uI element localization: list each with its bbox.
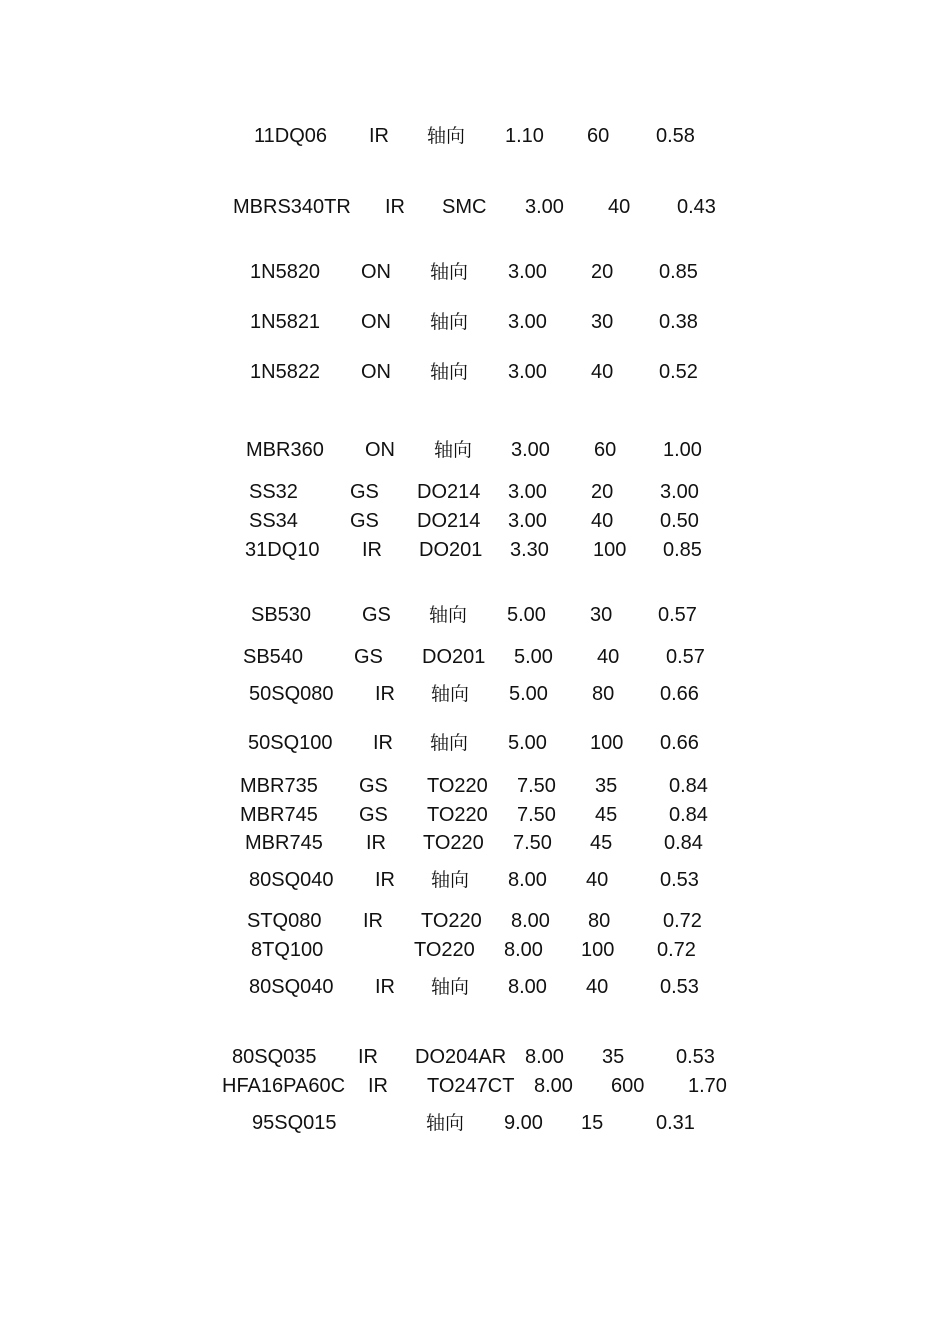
voltage: 80 (592, 683, 615, 705)
current: 3.00 (508, 481, 547, 503)
manufacturer: GS (350, 510, 379, 532)
table-row (0, 479, 950, 505)
table-row (0, 802, 950, 828)
voltage: 20 (591, 481, 614, 503)
current: 7.50 (517, 775, 556, 797)
current: 8.00 (534, 1075, 573, 1097)
package: 轴向 (427, 125, 466, 147)
part-number: MBR745 (240, 804, 318, 826)
forward-voltage: 0.57 (666, 646, 705, 668)
voltage: 20 (591, 261, 614, 283)
forward-voltage: 0.50 (660, 510, 699, 532)
voltage: 40 (597, 646, 620, 668)
current: 1.10 (505, 125, 544, 147)
manufacturer: IR (363, 910, 383, 932)
package: DO214 (417, 481, 481, 503)
manufacturer: ON (365, 439, 395, 461)
current: 8.00 (511, 910, 550, 932)
part-number: 80SQ040 (249, 869, 334, 891)
manufacturer: IR (369, 125, 389, 147)
package: 轴向 (429, 604, 468, 626)
manufacturer: IR (385, 196, 405, 218)
table-row (0, 602, 950, 628)
manufacturer: IR (373, 732, 393, 754)
table-row (0, 867, 950, 893)
part-number: 50SQ080 (249, 683, 334, 705)
voltage: 100 (581, 939, 615, 961)
voltage: 40 (591, 361, 614, 383)
manufacturer: ON (361, 311, 391, 333)
manufacturer: GS (359, 804, 388, 826)
part-number: SS32 (249, 481, 298, 503)
current: 8.00 (504, 939, 543, 961)
voltage: 45 (595, 804, 618, 826)
package: 轴向 (426, 1112, 465, 1134)
manufacturer: IR (366, 832, 386, 854)
current: 3.00 (508, 361, 547, 383)
table-row (0, 1110, 950, 1136)
table-row (0, 1044, 950, 1070)
forward-voltage: 0.43 (677, 196, 716, 218)
current: 5.00 (514, 646, 553, 668)
forward-voltage: 0.58 (656, 125, 695, 147)
voltage: 40 (608, 196, 631, 218)
part-number: SB530 (251, 604, 312, 626)
package: 轴向 (430, 261, 469, 283)
manufacturer: ON (361, 361, 391, 383)
voltage: 600 (611, 1075, 645, 1097)
part-number: MBR735 (240, 775, 318, 797)
forward-voltage: 0.53 (660, 976, 699, 998)
forward-voltage: 1.00 (663, 439, 702, 461)
forward-voltage: 0.53 (676, 1046, 715, 1068)
part-number: HFA16PA60C (222, 1075, 346, 1097)
forward-voltage: 0.66 (660, 732, 699, 754)
manufacturer: IR (375, 976, 395, 998)
part-number: 8TQ100 (251, 939, 324, 961)
current: 5.00 (507, 604, 546, 626)
table-row (0, 309, 950, 335)
table-row (0, 974, 950, 1000)
table-row (0, 508, 950, 534)
part-number: STQ080 (247, 910, 322, 932)
manufacturer: ON (361, 261, 391, 283)
package: 轴向 (431, 683, 470, 705)
package: TO220 (427, 775, 488, 797)
package: TO247CT (427, 1075, 515, 1097)
part-number: 1N5822 (250, 361, 321, 383)
package: DO204AR (415, 1046, 507, 1068)
current: 7.50 (517, 804, 556, 826)
part-number: SB540 (243, 646, 304, 668)
forward-voltage: 0.84 (669, 775, 708, 797)
table-row (0, 194, 950, 220)
table-row (0, 437, 950, 463)
current: 5.00 (509, 683, 548, 705)
table-row (0, 644, 950, 670)
table-row (0, 259, 950, 285)
table-row (0, 1073, 950, 1099)
forward-voltage: 0.53 (660, 869, 699, 891)
part-number: 80SQ040 (249, 976, 334, 998)
current: 9.00 (504, 1112, 543, 1134)
forward-voltage: 0.31 (656, 1112, 695, 1134)
package: 轴向 (434, 439, 473, 461)
current: 3.00 (525, 196, 564, 218)
manufacturer: IR (375, 683, 395, 705)
current: 3.30 (510, 539, 549, 561)
part-number: 11DQ06 (254, 125, 328, 147)
forward-voltage: 0.84 (664, 832, 703, 854)
current: 7.50 (513, 832, 552, 854)
forward-voltage: 0.66 (660, 683, 699, 705)
forward-voltage: 0.84 (669, 804, 708, 826)
package: 轴向 (430, 732, 469, 754)
package: DO201 (419, 539, 483, 561)
part-number: MBR745 (245, 832, 323, 854)
forward-voltage: 0.57 (658, 604, 697, 626)
package: 轴向 (431, 976, 470, 998)
current: 3.00 (508, 261, 547, 283)
manufacturer: IR (368, 1075, 388, 1097)
current: 8.00 (508, 976, 547, 998)
part-number: 1N5820 (250, 261, 321, 283)
current: 8.00 (525, 1046, 564, 1068)
table-row (0, 908, 950, 934)
part-number: MBRS340TR (233, 196, 351, 218)
part-number: 95SQ015 (252, 1112, 337, 1134)
table-row (0, 123, 950, 149)
forward-voltage: 0.85 (663, 539, 702, 561)
package: TO220 (423, 832, 484, 854)
part-number: 50SQ100 (248, 732, 333, 754)
voltage: 60 (587, 125, 610, 147)
package: 轴向 (430, 311, 469, 333)
voltage: 35 (595, 775, 618, 797)
table-row (0, 730, 950, 756)
voltage: 60 (594, 439, 617, 461)
table-row (0, 359, 950, 385)
voltage: 100 (593, 539, 627, 561)
forward-voltage: 0.72 (657, 939, 696, 961)
package: SMC (442, 196, 487, 218)
package: TO220 (414, 939, 475, 961)
voltage: 80 (588, 910, 611, 932)
manufacturer: IR (362, 539, 382, 561)
manufacturer: IR (358, 1046, 378, 1068)
manufacturer: GS (362, 604, 391, 626)
part-number: 31DQ10 (245, 539, 320, 561)
table-row (0, 773, 950, 799)
current: 3.00 (508, 510, 547, 532)
current: 5.00 (508, 732, 547, 754)
package: DO201 (422, 646, 486, 668)
voltage: 30 (590, 604, 613, 626)
voltage: 40 (586, 869, 609, 891)
table-row (0, 681, 950, 707)
package: TO220 (421, 910, 482, 932)
forward-voltage: 3.00 (660, 481, 699, 503)
manufacturer: GS (354, 646, 383, 668)
forward-voltage: 0.52 (659, 361, 698, 383)
voltage: 40 (591, 510, 614, 532)
package: DO214 (417, 510, 481, 532)
part-number: SS34 (249, 510, 298, 532)
voltage: 45 (590, 832, 613, 854)
voltage: 30 (591, 311, 614, 333)
manufacturer: GS (359, 775, 388, 797)
voltage: 35 (602, 1046, 625, 1068)
forward-voltage: 0.72 (663, 910, 702, 932)
current: 8.00 (508, 869, 547, 891)
part-number: MBR360 (246, 439, 324, 461)
table-row (0, 937, 950, 963)
voltage: 40 (586, 976, 609, 998)
manufacturer: IR (375, 869, 395, 891)
voltage: 100 (590, 732, 624, 754)
voltage: 15 (581, 1112, 604, 1134)
table-row (0, 830, 950, 856)
manufacturer: GS (350, 481, 379, 503)
forward-voltage: 0.85 (659, 261, 698, 283)
part-number: 80SQ035 (232, 1046, 317, 1068)
forward-voltage: 0.38 (659, 311, 698, 333)
package: TO220 (427, 804, 488, 826)
current: 3.00 (508, 311, 547, 333)
part-number: 1N5821 (250, 311, 321, 333)
current: 3.00 (511, 439, 550, 461)
package: 轴向 (430, 361, 469, 383)
table-row (0, 537, 950, 563)
forward-voltage: 1.70 (688, 1075, 727, 1097)
package: 轴向 (431, 869, 470, 891)
